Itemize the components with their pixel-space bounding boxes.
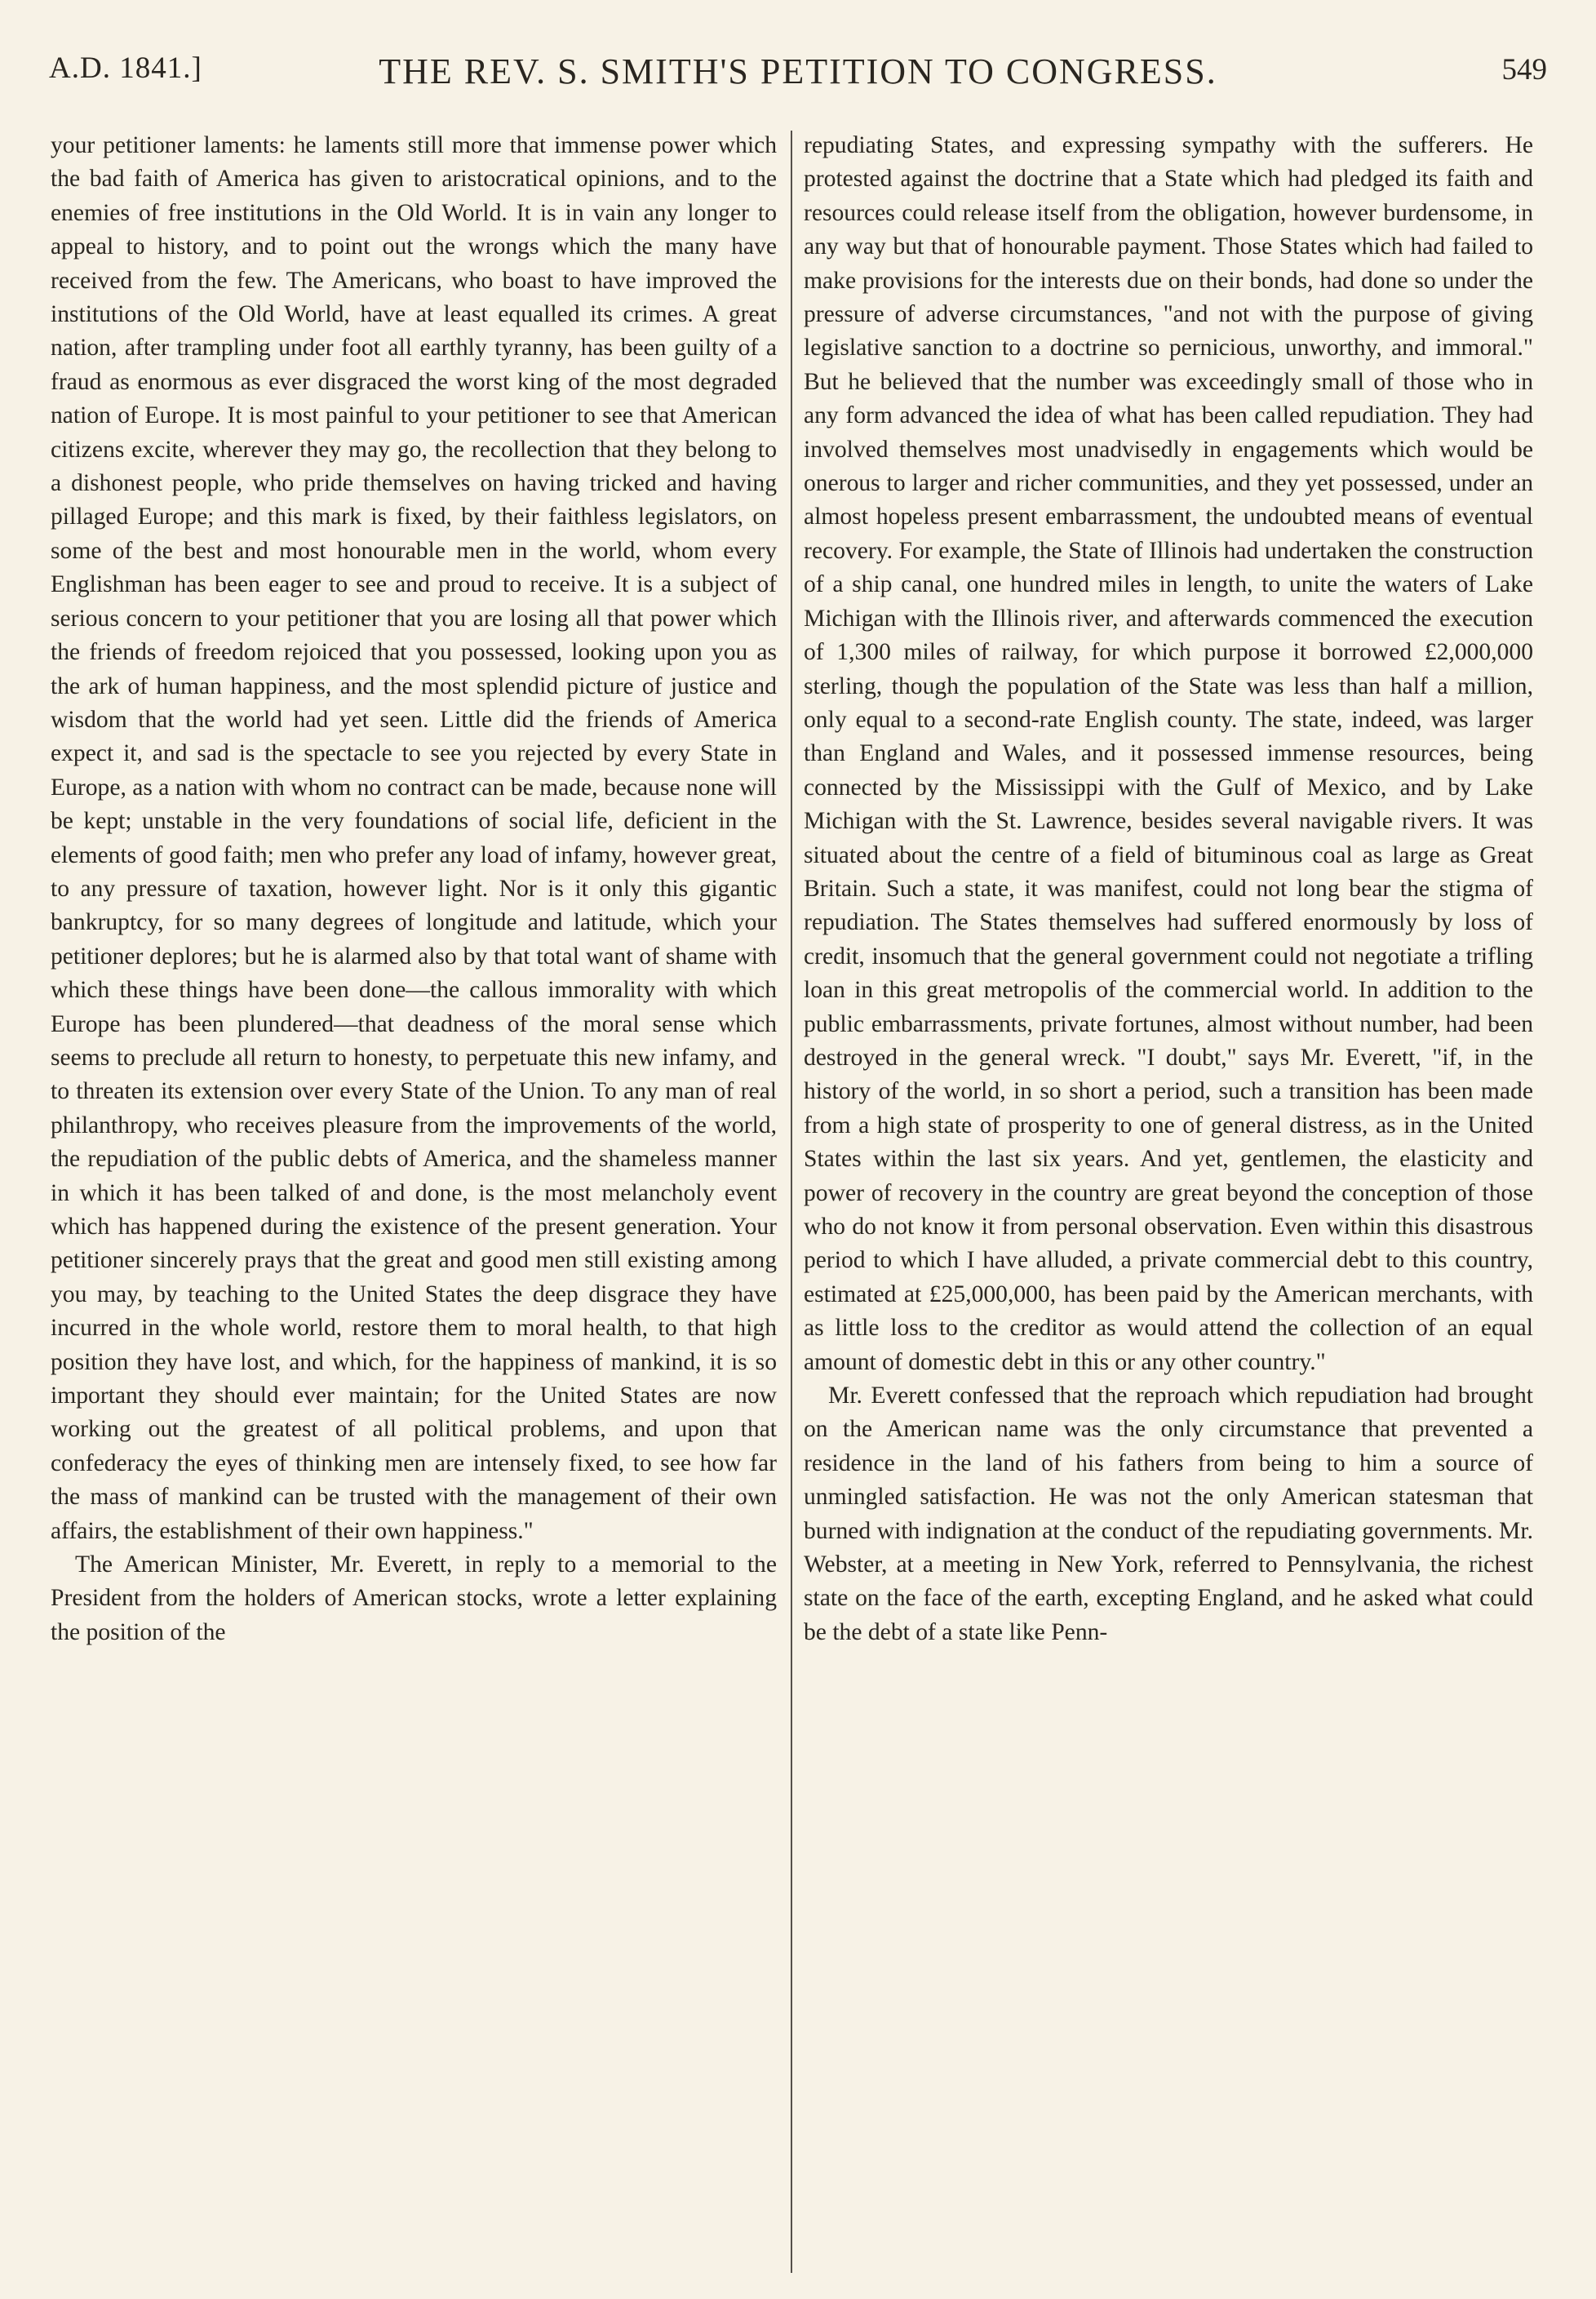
left-paragraph-1: your petitioner laments: he laments still more that immense power which the bad faith of America has given to aristocratical opinions, and to the enemies of free institutions in the Old World. It is in vain any longer to appeal to history, and to point out the wrongs which the many have received from the few. The Americans, who boast to have improved the institutions of the Old World, have at least equalled its crimes. A great nation, after trampling under foot all earthly tyranny, has been guilty of a fraud as enormous as ever disgraced the worst king of the most degraded nation of Europe. It is most painful to your petitioner to see that American citizens excite, wherever they may go, the recollection that they belong to a dishonest people, who pride themselves on having tricked and having pillaged Europe; and this mark is fixed, by their faithless legislators, on some of the best and most honourable men in the world, whom every Englishman has been eager to see and proud to receive. It is a subject of serious concern to your petitioner that you are losing all that power which the friends of freedom rejoiced that you possessed, looking upon you as the ark of human happiness, and the most splendid picture of justice and wisdom that the world had yet seen. Little did the friends of America expect it, and sad is the spectacle to see you rejected by every State in Europe, as a nation with whom no contract can be made, because none will be kept; unstable in the very foundations of social life, deficient in the elements of good faith; men who prefer any load of infamy, however great, to any pressure of taxation, however light. Nor is it only this gigantic bankruptcy, for so many degrees of longitude and latitude, which your petitioner deplores; but he is alarmed also by that total want of shame with which these things have been done—the callous immorality with which Europe has been plundered—that deadness of the moral sense which seems to preclude all return to honesty, to perpetuate this new infamy, and to threaten its extension over every State of the Union. To any man of real philanthropy, who receives pleasure from the improvements of the world, the repudiation of the public debts of America, and the shameless manner in which it has been talked of and done, is the most melancholy event which has happened during the existence of the present generation. Your petitioner sincerely prays that the great and good men still existing among you may, by teaching to the United States the deep disgrace they have incurred in the whole world, restore them to moral health, to that high position they have lost, and which, for the happiness of mankind, it is so important they should ever maintain; for the United States are now working out the greatest of all political problems, and upon that confederacy the eyes of thinking men are intensely fixed, to see how far the mass of mankind can be trusted with the management of their own affairs, the establishment of their own happiness." bbox=[51, 132, 777, 1544]
column-divider bbox=[791, 131, 792, 2273]
left-paragraph-2: The American Minister, Mr. Everett, in reply to a memorial to the President from the holders of American stocks, wrote a letter explaining the position of the bbox=[51, 1551, 777, 1645]
left-column bbox=[51, 129, 777, 1649]
header-title: THE REV. S. SMITH'S PETITION TO CONGRESS. bbox=[379, 51, 1217, 91]
page-header bbox=[49, 51, 1547, 100]
right-paragraph-1: repudiating States, and expressing sympathy with the sufferers. He protested against the doctrine that a State which had pledged its faith and resources could release itself from the obligation, however burdensome, in any way but that of honourable payment. Those States which had failed to make provisions for the interests due on their bonds, had done so under the pressure of adverse circumstances, "and not with the purpose of giving legislative sanction to a doctrine so pernicious, unworthy, and immoral." But he believed that the number was exceedingly small of those who in any form advanced the idea of what has been called repudiation. They had involved themselves most unadvisedly in engagements which would be onerous to larger and richer communities, and they yet possessed, under an almost hopeless present embarrassment, the undoubted means of eventual recovery. For example, the State of Illinois had undertaken the construction of a ship canal, one hundred miles in length, to unite the waters of Lake Michigan with the Illinois river, and afterwards commenced the execution of 1,300 miles of railway, for which purpose it borrowed £2,000,000 sterling, though the population of the State was less than half a million, only equal to a second-rate English county. The state, indeed, was larger than England and Wales, and it possessed immense resources, being connected by the Mississippi with the Gulf of Mexico, and by Lake Michigan with the St. Lawrence, besides several navigable rivers. It was situated about the centre of a field of bituminous coal as large as Great Britain. Such a state, it was manifest, could not long bear the stigma of repudiation. The States themselves had suffered enormously by loss of credit, insomuch that the general government could not negotiate a trifling loan in this great metropolis of the commercial world. In addition to the public embarrassments, private fortunes, almost without number, had been destroyed in the general wreck. "I doubt," says Mr. Everett, "if, in the history of the world, in so short a period, such a transition has been made from a high state of prosperity to one of general distress, as in the United States within the last six years. And yet, gentlemen, the elasticity and power of recovery in the country are great beyond the conception of those who do not know it from personal observation. Even within this disastrous period to which I have alluded, a private commercial debt to this country, estimated at £25,000,000, has been paid by the American merchants, with as little loss to the creditor as would attend the collection of an equal amount of domestic debt in this or any other country." bbox=[804, 132, 1533, 1375]
right-column bbox=[804, 129, 1533, 1649]
right-paragraph-2: Mr. Everett confessed that the reproach which repudiation had brought on the American name was the only circumstance that prevented a residence in the land of his fathers from being to him a source of unmingled satisfaction. He was not the only American statesman that burned with indignation at the conduct of the repudiating governments. Mr. Webster, at a meeting in New York, referred to Pennsylvania, the richest state on the face of the earth, excepting England, and he asked what could be the debt of a state like Penn- bbox=[804, 1383, 1533, 1645]
page-number: 549 bbox=[1501, 53, 1547, 87]
header-date: A.D. 1841.] bbox=[49, 51, 202, 85]
